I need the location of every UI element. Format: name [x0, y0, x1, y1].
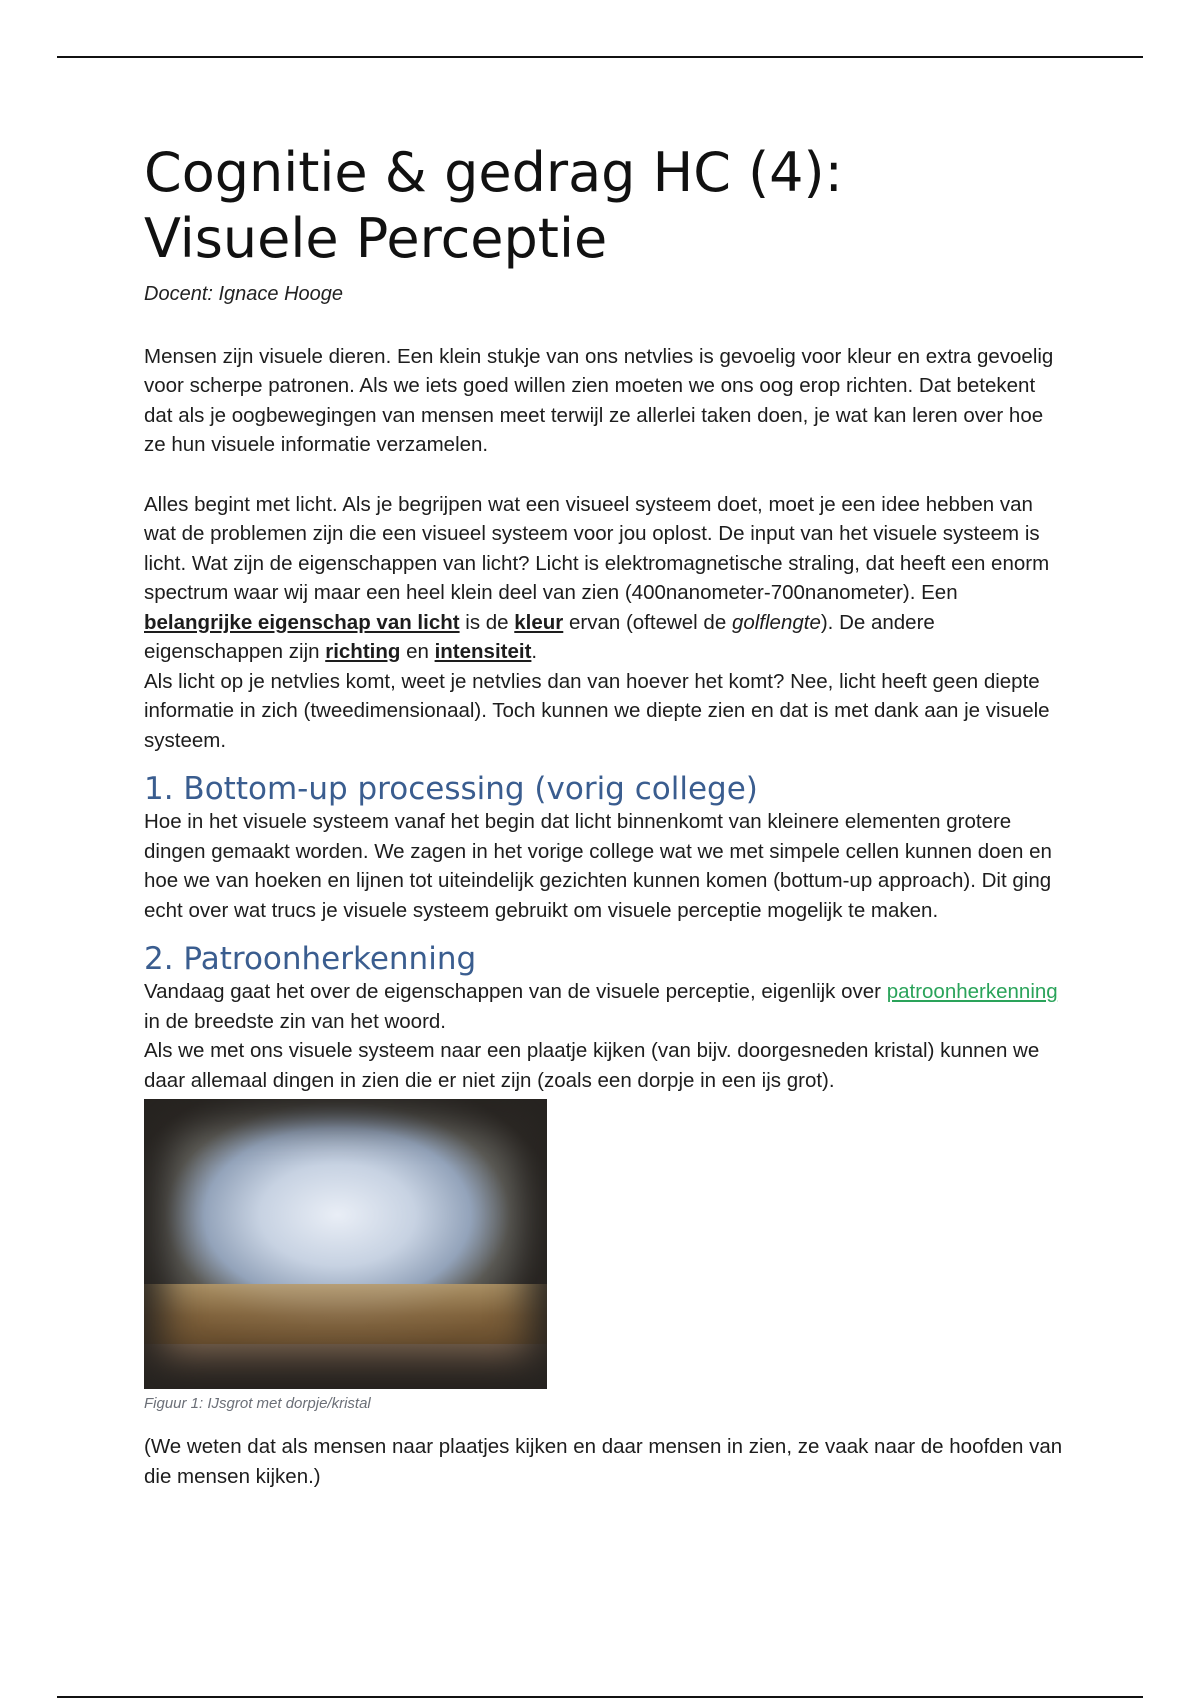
light-text-1: Alles begint met licht. Als je begrijpen wat een visueel systeem doet, moet je een idee hebben van wat de problemen zijn die een visueel systeem voor jou oplost. De input van het visuele systeem is licht. Wat zijn de eigenschappen van licht? Licht is elektromagnetische straling, dat heeft een enorm spectrum waar wij maar een heel klein deel van zien (400nanometer-700nanometer). Een	[144, 492, 1050, 604]
light-paragraph	[144, 490, 1064, 756]
header-rule	[57, 56, 1143, 58]
light-text-5: en	[400, 640, 435, 663]
section-heading-pattern-recognition: 2. Patroonherkenning	[144, 941, 477, 977]
closing-paragraph: (We weten dat als mensen naar plaatjes kijken en daar mensen in zien, ze vaak naar de hoofden van die mensen kijken.)	[144, 1435, 1063, 1488]
patroonherkenning-link[interactable]: patroonherkenning	[886, 980, 1058, 1003]
title-line-2: Visuele Perceptie	[144, 207, 608, 270]
bottom-up-paragraph: Hoe in het visuele systeem vanaf het begin dat licht binnenkomt van kleinere elementen grotere dingen gemaakt worden. We zagen in het vorige college wat we met simpele cellen kunnen doen en hoe we van hoeken en lijnen tot uiteindelijk gezichten kunnen komen (bottum-up approach). Dit ging echt over wat trucs je visuele systeem gebruikt om visuele perceptie mogelijk te maken.	[144, 810, 1052, 922]
intro-paragraph: Mensen zijn visuele dieren. Een klein stukje van ons netvlies is gevoelig voor kleur en extra gevoelig voor scherpe patronen. Als we iets goed willen zien moeten we ons oog erop richten. Dat betekent dat als je oogbewegingen van mensen meet terwijl ze allerlei taken doen, je wat kan leren over hoe ze hun visuele informatie verzamelen.	[144, 344, 1054, 456]
title-line-1: Cognitie & gedrag HC (4):	[144, 141, 843, 204]
light-text-2: is de	[459, 610, 515, 634]
section-heading-bottom-up: 1. Bottom-up processing (vorig college)	[144, 771, 758, 807]
italic-wavelength: golflengte	[731, 610, 821, 634]
bold-property-of-light: belangrijke eigenschap van licht	[144, 610, 460, 634]
bold-direction: richting	[325, 640, 401, 663]
pattern-text-3: Als we met ons visuele systeem naar een plaatje kijken (van bijv. doorgesneden kristal) kunnen we daar allemaal dingen in zien die er niet zijn (zoals een dorpje in een ijs grot).	[144, 1039, 1040, 1092]
bold-intensity: intensiteit	[434, 640, 532, 663]
light-text-6: .	[531, 640, 538, 663]
pattern-text-2: in de breedste zin van het woord.	[144, 1009, 446, 1033]
document-body	[144, 140, 1064, 1491]
page-title	[144, 140, 1064, 272]
light-text-3: ervan (oftewel de	[563, 610, 732, 634]
docent-subtitle: Docent: Ignace Hooge	[144, 283, 344, 305]
light-text-7: Als licht op je netvlies komt, weet je netvlies dan van hoever het komt? Nee, licht heeft geen diepte informatie in zich (tweedimensionaal). Toch kunnen we diepte zien en dat is met dank aan je visuele systeem.	[144, 669, 1050, 752]
light-text-4: ). De andere eigenschappen zijn	[144, 610, 935, 663]
figure-caption: Figuur 1: IJsgrot met dorpje/kristal	[144, 1395, 371, 1412]
footer-rule	[57, 1696, 1143, 1698]
pattern-recognition-paragraph	[144, 977, 1064, 1095]
image-frame	[144, 1099, 547, 1389]
bold-color: kleur	[514, 610, 564, 634]
ice-cave-crystal-image	[144, 1099, 547, 1389]
pattern-text-1: Vandaag gaat het over de eigenschappen van de visuele perceptie, eigenlijk over	[144, 980, 887, 1003]
